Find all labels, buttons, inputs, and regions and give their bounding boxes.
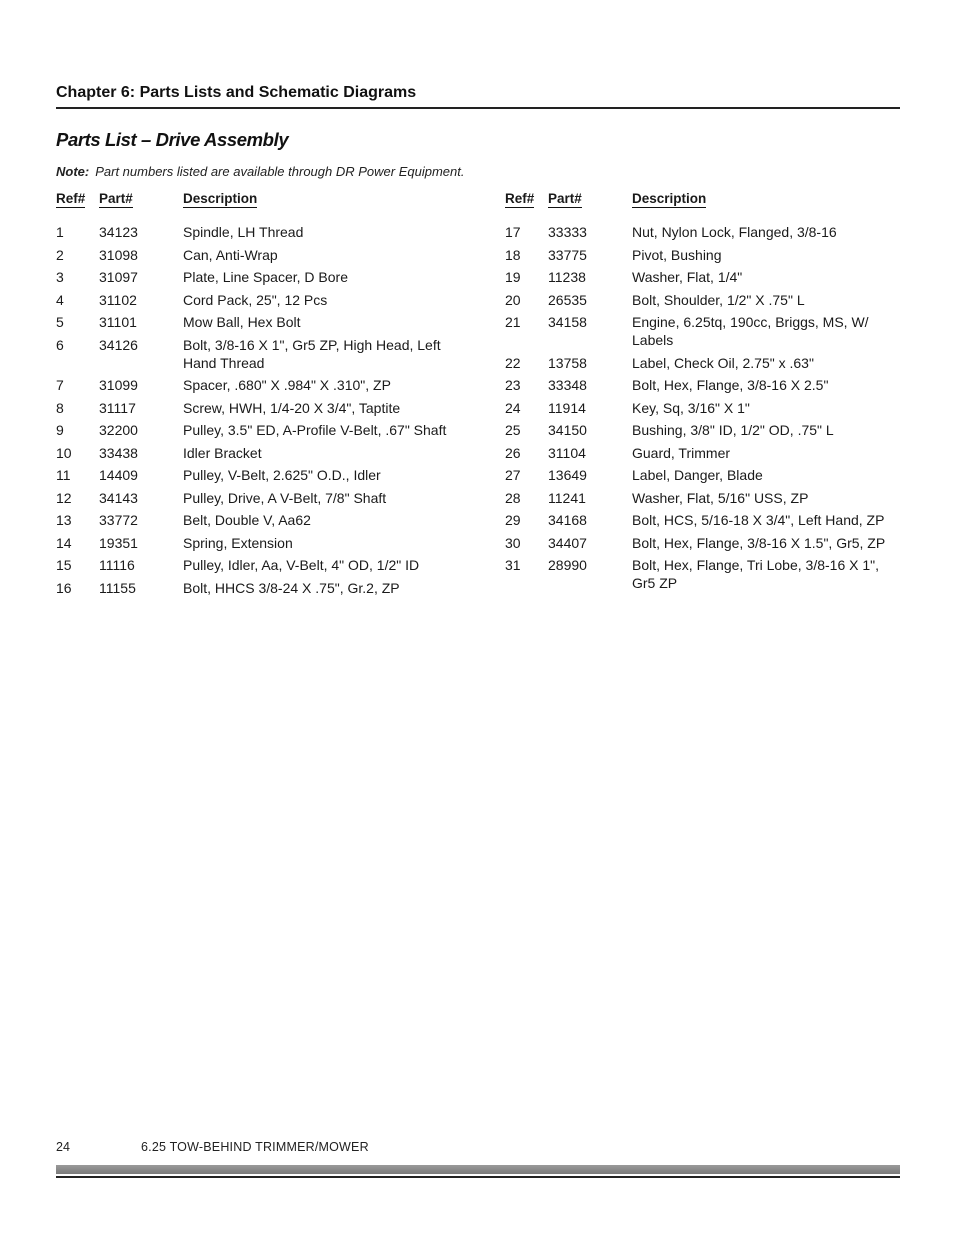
ref-cell: 27: [505, 467, 521, 483]
description-cell: Bolt, HHCS 3/8-24 X .75", Gr.2, ZP: [183, 579, 400, 596]
table-row: [56, 556, 456, 574]
part-number-cell: 33348: [548, 377, 587, 393]
description-cell: Spring, Extension: [183, 534, 293, 551]
description-cell: Bushing, 3/8" ID, 1/2" OD, .75" L: [632, 422, 834, 438]
ref-cell: 14: [56, 534, 72, 551]
description-cell: Cord Pack, 25", 12 Pcs: [183, 291, 328, 308]
table-row: [505, 246, 905, 264]
ref-cell: 9: [56, 422, 64, 438]
part-number-cell: 34126: [99, 336, 138, 353]
ref-cell: 29: [505, 512, 521, 528]
part-number-cell: 31099: [99, 377, 138, 393]
part-number-cell: 19351: [99, 534, 138, 551]
table-row: [505, 268, 905, 286]
description-cell: Bolt, 3/8-16 X 1", Gr5 ZP, High Head, Left Hand Thread: [183, 336, 441, 371]
description-cell: Screw, HWH, 1/4-20 X 3/4", Taptite: [183, 399, 401, 416]
table-row: [505, 444, 905, 462]
table-row: [505, 421, 905, 439]
part-number-cell: 11116: [99, 557, 135, 573]
ref-cell: 17: [505, 224, 521, 240]
description-cell: Bolt, Hex, Flange, 3/8-16 X 1.5", Gr5, ZP: [632, 534, 886, 551]
description-cell: Pivot, Bushing: [632, 246, 722, 263]
table-row: [56, 511, 456, 529]
ref-cell: 25: [505, 422, 521, 438]
table-row: [56, 399, 456, 417]
description-cell: Spacer, .680" X .984" X .310", ZP: [183, 377, 391, 393]
parts-table-left: [56, 191, 456, 601]
ref-cell: 30: [505, 534, 521, 551]
part-number-cell: 34150: [548, 422, 587, 438]
ref-cell: 13: [56, 512, 72, 528]
table-row: [505, 354, 905, 372]
description-cell: Bolt, HCS, 5/16-18 X 3/4", Left Hand, ZP: [632, 512, 885, 528]
ref-cell: 22: [505, 354, 521, 371]
description-cell: Can, Anti-Wrap: [183, 246, 278, 263]
parts-rows-left: [56, 223, 456, 597]
description-cell: Engine, 6.25tq, 190cc, Briggs, MS, W/ Labels: [632, 314, 869, 348]
section-title: Parts List – Drive Assembly: [56, 129, 289, 150]
table-header: [56, 191, 456, 213]
description-cell: Guard, Trimmer: [632, 444, 731, 461]
table-row: [505, 313, 905, 349]
note: [56, 164, 464, 179]
ref-cell: 12: [56, 489, 72, 506]
note-label: Note:: [56, 164, 90, 179]
description-cell: Nut, Nylon Lock, Flanged, 3/8-16: [632, 224, 837, 240]
column-header-part: Part#: [548, 191, 582, 206]
part-number-cell: 11241: [548, 489, 586, 506]
table-row: [505, 511, 905, 529]
table-row: [56, 291, 456, 309]
ref-cell: 1: [56, 224, 64, 240]
description-cell: Pulley, Drive, A V-Belt, 7/8" Shaft: [183, 489, 387, 506]
table-row: [505, 291, 905, 309]
part-number-cell: 33438: [99, 444, 138, 461]
part-number-cell: 34143: [99, 489, 138, 506]
table-row: [505, 466, 905, 484]
table-row: [505, 489, 905, 507]
note-text: Part numbers listed are available through DR Power Equipment.: [95, 164, 465, 179]
part-number-cell: 13649: [548, 467, 587, 483]
part-number-cell: 31097: [99, 269, 138, 285]
table-header: [505, 191, 905, 213]
description-cell: Plate, Line Spacer, D Bore: [183, 269, 348, 285]
part-number-cell: 33775: [548, 246, 587, 263]
ref-cell: 2: [56, 246, 64, 263]
ref-cell: 7: [56, 377, 64, 393]
ref-cell: 28: [505, 489, 521, 506]
table-row: [56, 223, 456, 241]
table-row: [505, 399, 905, 417]
part-number-cell: 26535: [548, 291, 587, 308]
part-number-cell: 31102: [99, 291, 137, 308]
table-row: [56, 246, 456, 264]
ref-cell: 4: [56, 291, 64, 308]
column-header-description: Description: [632, 191, 707, 206]
part-number-cell: 33333: [548, 224, 587, 240]
part-number-cell: 33772: [99, 512, 138, 528]
table-row: [56, 421, 456, 439]
footer-line: [56, 1176, 900, 1178]
column-header-description: Description: [183, 191, 258, 206]
column-header-ref: Ref#: [56, 191, 86, 206]
chapter-heading: Chapter 6: Parts Lists and Schematic Diagrams: [56, 84, 417, 101]
table-row: [56, 579, 456, 597]
ref-cell: 10: [56, 444, 72, 461]
ref-cell: 15: [56, 557, 72, 573]
description-cell: Bolt, Shoulder, 1/2" X .75" L: [632, 291, 805, 308]
chapter-divider: [56, 107, 900, 109]
part-number-cell: 31101: [99, 314, 137, 330]
description-cell: Label, Check Oil, 2.75" x .63": [632, 354, 814, 371]
table-row: [56, 336, 456, 372]
ref-cell: 20: [505, 291, 521, 308]
description-cell: Pulley, Idler, Aa, V-Belt, 4" OD, 1/2" ID: [183, 557, 420, 573]
table-row: [56, 466, 456, 484]
description-cell: Bolt, Hex, Flange, 3/8-16 X 2.5": [632, 377, 829, 393]
description-cell: Pulley, 3.5" ED, A-Profile V-Belt, .67" Shaft: [183, 422, 447, 438]
part-number-cell: 28990: [548, 557, 587, 573]
part-number-cell: 11155: [99, 579, 136, 596]
table-row: [56, 313, 456, 331]
part-number-cell: 34158: [548, 314, 587, 330]
column-header-part: Part#: [99, 191, 133, 206]
table-row: [505, 534, 905, 552]
description-cell: Key, Sq, 3/16" X 1": [632, 399, 750, 416]
table-row: [56, 268, 456, 286]
ref-cell: 21: [505, 314, 521, 330]
ref-cell: 5: [56, 314, 64, 330]
part-number-cell: 32200: [99, 422, 138, 438]
part-number-cell: 11914: [548, 399, 586, 416]
part-number-cell: 31104: [548, 444, 586, 461]
ref-cell: 8: [56, 399, 64, 416]
part-number-cell: 31117: [99, 399, 136, 416]
table-row: [505, 376, 905, 394]
description-cell: Idler Bracket: [183, 444, 262, 461]
table-row: [56, 534, 456, 552]
description-cell: Pulley, V-Belt, 2.625" O.D., Idler: [183, 467, 381, 483]
page-number: 24: [56, 1140, 70, 1154]
description-cell: Belt, Double V, Aa62: [183, 512, 311, 528]
ref-cell: 11: [56, 467, 71, 483]
part-number-cell: 31098: [99, 246, 138, 263]
part-number-cell: 13758: [548, 354, 587, 371]
part-number-cell: 34123: [99, 224, 138, 240]
ref-cell: 24: [505, 399, 521, 416]
table-row: [505, 223, 905, 241]
table-row: [505, 556, 905, 592]
ref-cell: 23: [505, 377, 521, 393]
description-cell: Label, Danger, Blade: [632, 467, 763, 483]
table-row: [56, 444, 456, 462]
ref-cell: 16: [56, 579, 72, 596]
ref-cell: 26: [505, 444, 521, 461]
ref-cell: 6: [56, 336, 64, 353]
description-cell: Washer, Flat, 1/4": [632, 269, 743, 285]
ref-cell: 3: [56, 269, 64, 285]
parts-table-right: [505, 191, 905, 597]
column-header-ref: Ref#: [505, 191, 535, 206]
description-cell: Spindle, LH Thread: [183, 224, 304, 240]
table-row: [56, 376, 456, 394]
footer-bar: [56, 1165, 900, 1174]
description-cell: Mow Ball, Hex Bolt: [183, 314, 301, 330]
ref-cell: 18: [505, 246, 521, 263]
product-title: 6.25 TOW-BEHIND TRIMMER/MOWER: [141, 1140, 369, 1154]
part-number-cell: 14409: [99, 467, 138, 483]
description-cell: Bolt, Hex, Flange, Tri Lobe, 3/8-16 X 1", Gr5 ZP: [632, 557, 879, 591]
ref-cell: 19: [505, 269, 521, 285]
ref-cell: 31: [505, 557, 521, 573]
table-row: [56, 489, 456, 507]
part-number-cell: 11238: [548, 269, 586, 285]
description-cell: Washer, Flat, 5/16" USS, ZP: [632, 489, 809, 506]
parts-rows-right: [505, 223, 905, 592]
part-number-cell: 34168: [548, 512, 587, 528]
part-number-cell: 34407: [548, 534, 587, 551]
